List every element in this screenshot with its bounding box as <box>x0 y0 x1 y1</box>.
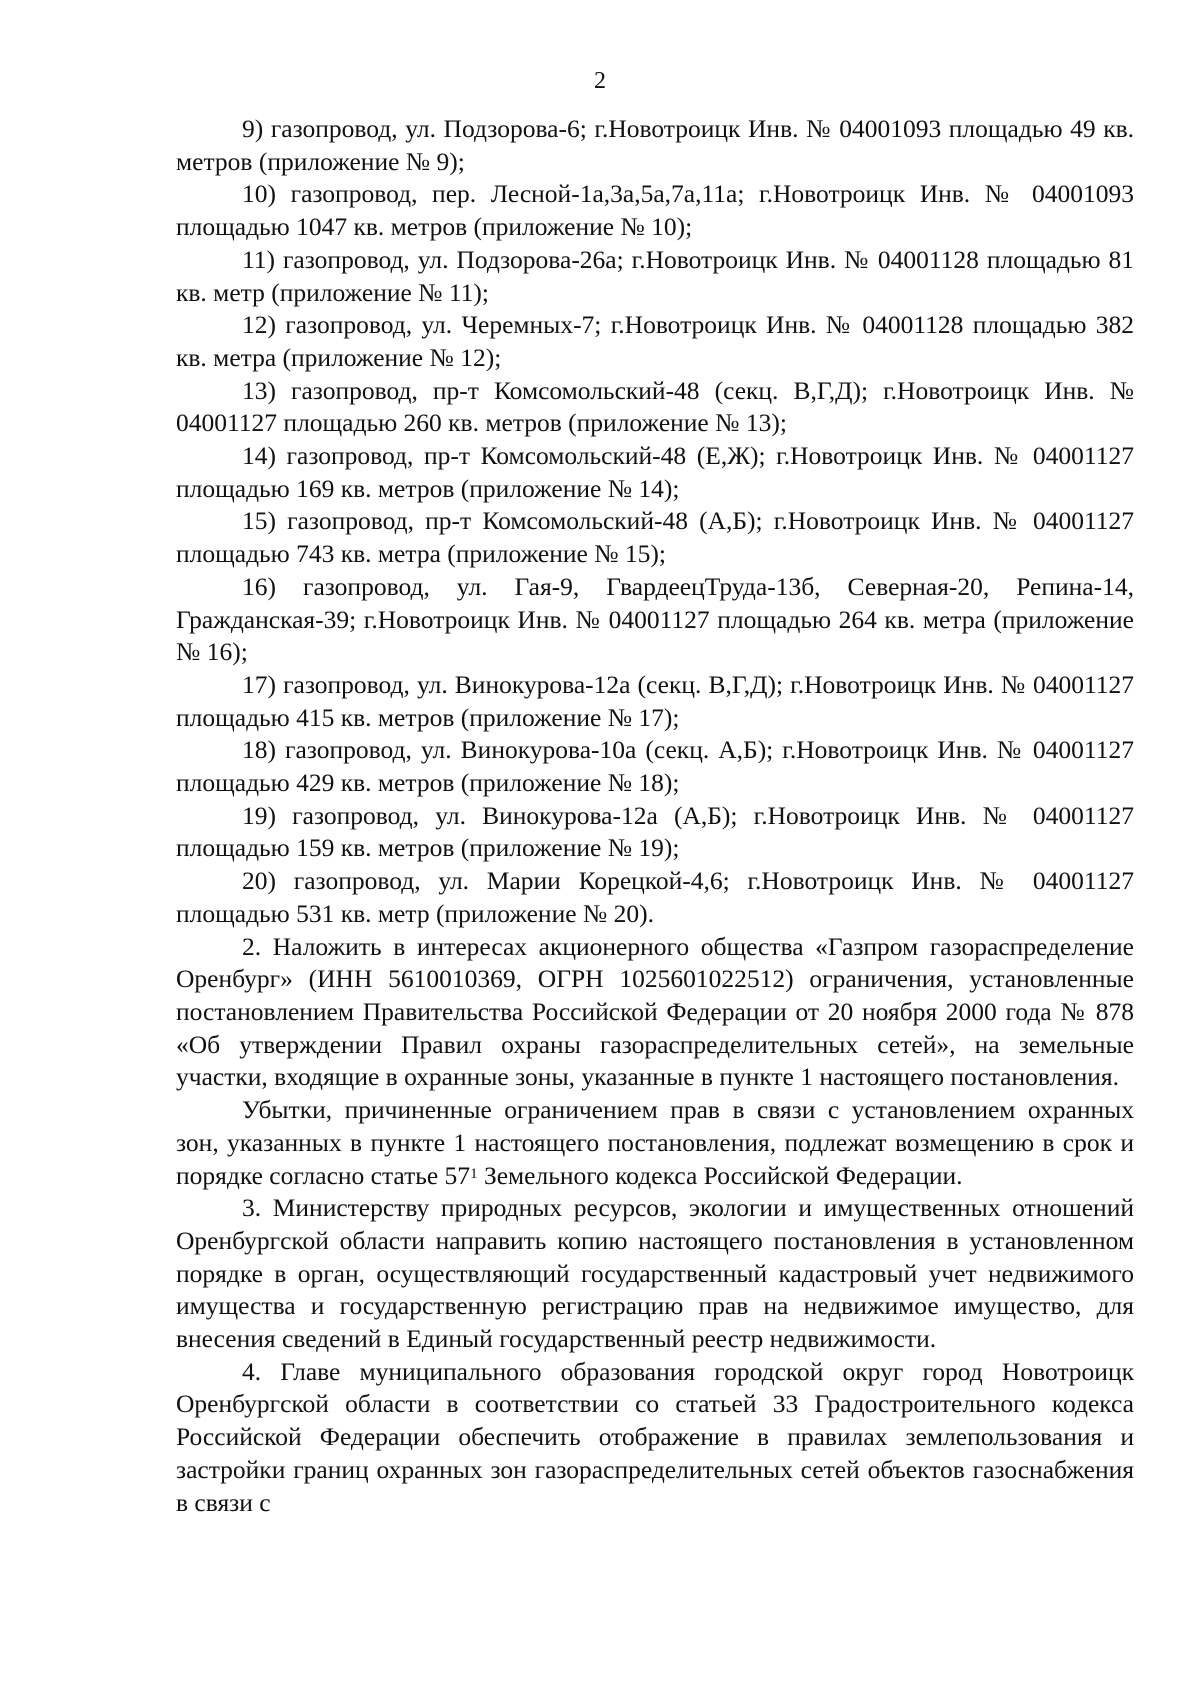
paragraph-2: 2. Наложить в интересах акционерного общества «Газпром газораспределение Оренбург» (ИНН 5610010369, ОГРН 1025601022512) ограничения, установленные постановлением Правительства Российской Федерации от 20 ноября 2000 года № 878 «Об утверждении Правил охраны газораспределительных сетей», на земельные участки, входящие в охранные зоны, указанные в пункте 1 настоящего постановления. <box>176 931 1134 1092</box>
list-item-13: 13) газопровод, пр-т Комсомольский-48 (секц. В,Г,Д); г.Новотроицк Инв. № 04001127 площадью 260 кв. метров (приложение № 13); <box>176 375 1134 438</box>
list-item-17: 17) газопровод, ул. Винокурова-12а (секц. В,Г,Д); г.Новотроицк Инв. № 04001127 площадью 415 кв. метров (приложение № 17); <box>176 669 1134 732</box>
list-item-19: 19) газопровод, ул. Винокурова-12а (А,Б); г.Новотроицк Инв. № 04001127 площадью 159 кв. метров (приложение № 19); <box>176 800 1134 863</box>
paragraph-3: 3. Министерству природных ресурсов, экологии и имущественных отношений Оренбургской области направить копию настоящего постановления в установленном порядке в орган, осуществляющий государственный кадастровый учет недвижимого имущества и государственную регистрацию прав на недвижимое имущество, для внесения сведений в Единый государственный реестр недвижимости. <box>176 1193 1134 1354</box>
list-item-16: 16) газопровод, ул. Гая-9, ГвардеецТруда-13б, Северная-20, Репина-14, Гражданская-39; г.Новотроицк Инв. № 04001127 площадью 264 кв. метра (приложение № 16); <box>176 571 1134 667</box>
page-number: 2 <box>594 68 606 94</box>
paragraph-4: 4. Главе муниципального образования городской округ город Новотроицк Оренбургской области в соответствии со статьей 33 Градостроительного кодекса Российской Федерации обеспечить отображение в правилах землепользования и застройки границ охранных зон газораспределительных сетей объектов газоснабжения в связи с <box>176 1356 1134 1517</box>
list-item-12: 12) газопровод, ул. Черемных-7; г.Новотроицк Инв. № 04001128 площадью 382 кв. метра (приложение № 12); <box>176 310 1134 372</box>
paragraph-losses <box>176 1094 1134 1192</box>
list-item-9: 9) газопровод, ул. Подзорова-6; г.Новотроицк Инв. № 04001093 площадью 49 кв. метров (приложение № 9); <box>176 114 1134 176</box>
losses-text-start: Убытки, причиненные ограничением прав в связи с установлением охранных зон, указанных в пункте 1 настоящего постановления, подлежат возмещению в срок и порядке согласно статье 57 <box>176 1095 1134 1190</box>
document-body <box>176 113 1134 1519</box>
list-item-11: 11) газопровод, ул. Подзорова-26а; г.Новотроицк Инв. № 04001128 площадью 81 кв. метр (приложение № 11); <box>176 244 1134 307</box>
list-item-10: 10) газопровод, пер. Лесной-1а,3а,5а,7а,11а; г.Новотроицк Инв. № 04001093 площадью 1047 кв. метров (приложение № 10); <box>176 179 1134 242</box>
list-item-18: 18) газопровод, ул. Винокурова-10а (секц. А,Б); г.Новотроицк Инв. № 04001127 площадью 429 кв. метров (приложение № 18); <box>176 735 1134 798</box>
losses-text-end: Земельного кодекса Российской Федерации. <box>477 1160 963 1190</box>
list-item-20: 20) газопровод, ул. Марии Корецкой-4,6; г.Новотроицк Инв. № 04001127 площадью 531 кв. метр (приложение № 20). <box>176 866 1134 928</box>
list-item-14: 14) газопровод, пр-т Комсомольский-48 (Е,Ж); г.Новотроицк Инв. № 04001127 площадью 169 кв. метров (приложение № 14); <box>176 441 1134 503</box>
list-item-15: 15) газопровод, пр-т Комсомольский-48 (А,Б); г.Новотроицк Инв. № 04001127 площадью 743 кв. метра (приложение № 15); <box>176 506 1134 569</box>
superscript-marker: 1 <box>470 1165 478 1182</box>
